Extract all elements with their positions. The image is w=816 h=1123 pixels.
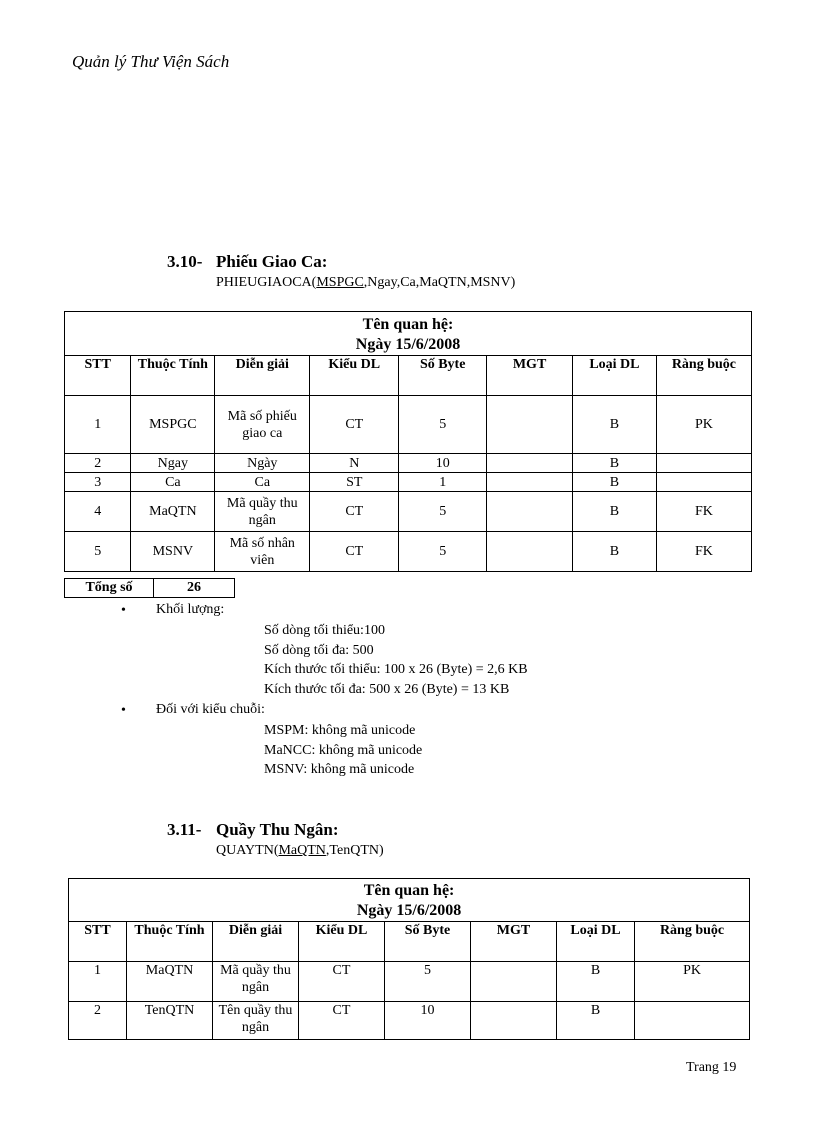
table-header-row [69,922,750,962]
table-cell [487,532,573,572]
table-title: Tên quan hệ: Ngày 15/6/2008 [65,312,752,356]
table-cell: B [573,492,657,532]
table-cell [656,454,751,473]
column-header: Kiểu DL [299,922,385,962]
column-header: Số Byte [399,356,487,396]
table-cell: CT [310,532,399,572]
table-cell [487,492,573,532]
table-cell: PK [635,962,750,1002]
column-header: Diễn giải [215,356,310,396]
table-cell: 4 [65,492,131,532]
table-title: Tên quan hệ: Ngày 15/6/2008 [69,879,750,922]
table-row [65,532,752,572]
table-cell: B [573,454,657,473]
table-header-row [65,356,752,396]
table-cell: Tên quầy thu ngân [213,1002,299,1040]
relation-table [64,311,752,572]
table-cell: 1 [69,962,127,1002]
table-row [69,1002,750,1040]
list-item: MSPM: không mã unicode [264,723,416,738]
table-cell: CT [310,396,399,454]
primary-key: MaQTN [278,843,326,858]
table-cell: Mã số nhân viên [215,532,310,572]
table-cell: CT [299,1002,385,1040]
table-cell: B [557,962,635,1002]
list-item: MSNV: không mã unicode [264,762,415,777]
bullet-heading: Khối lượng: [156,602,225,617]
list-item: Kích thước tối đa: 500 x 26 (Byte) = 13 KB [264,681,510,697]
table-cell: 2 [65,454,131,473]
table-cell: MSNV [131,532,215,572]
table-cell: Ngay [131,454,215,473]
table-cell [487,454,573,473]
table-cell: MaQTN [127,962,213,1002]
table-cell [656,473,751,492]
table-row [65,473,752,492]
column-header: Số Byte [385,922,471,962]
table-cell: B [573,473,657,492]
table-cell: FK [656,532,751,572]
table-row [65,454,752,473]
table-cell: B [557,1002,635,1040]
column-header: STT [65,356,131,396]
relation-schema: QUAYTN(MaQTN,TenQTN) [216,843,384,858]
table-cell: N [310,454,399,473]
total-value: 26 [154,579,235,598]
bullet-icon: • [121,603,126,618]
bullet-sublist [264,721,422,780]
bullet-heading: Đối với kiểu chuỗi: [156,702,265,717]
table-cell [635,1002,750,1040]
table-cell: Mã quầy thu ngân [215,492,310,532]
table-cell: 1 [65,396,131,454]
table-cell: B [573,396,657,454]
table-cell: 1 [399,473,487,492]
table-cell: 10 [399,454,487,473]
table-cell [487,396,573,454]
section-title: Phiếu Giao Ca: [216,252,328,271]
table-cell: Ca [131,473,215,492]
column-header: Kiểu DL [310,356,399,396]
table-cell: TenQTN [127,1002,213,1040]
table-cell: 3 [65,473,131,492]
total-table [64,578,235,598]
table-cell: Ngày [215,454,310,473]
table-cell: 2 [69,1002,127,1040]
column-header: Ràng buộc [635,922,750,962]
page-number: Trang 19 [686,1060,737,1075]
table-cell: CT [310,492,399,532]
section-number: 3.10- [167,252,203,271]
table-cell [471,962,557,1002]
section-title: Quầy Thu Ngân: [216,820,339,839]
primary-key: MSPGC [316,275,364,290]
table-cell: B [573,532,657,572]
bullet-icon: • [121,703,126,718]
table-cell [487,473,573,492]
column-header: Ràng buộc [656,356,751,396]
column-header: STT [69,922,127,962]
table-cell: MaQTN [131,492,215,532]
column-header: MGT [471,922,557,962]
column-header: Loại DL [573,356,657,396]
table-cell: 5 [385,962,471,1002]
table-row [65,396,752,454]
table-cell: Ca [215,473,310,492]
relation-schema: PHIEUGIAOCA(MSPGC,Ngay,Ca,MaQTN,MSNV) [216,275,516,290]
column-header: Thuộc Tính [131,356,215,396]
column-header: MGT [487,356,573,396]
table-cell: 5 [65,532,131,572]
document-header: Quản lý Thư Viện Sách [72,52,230,71]
section-number: 3.11- [167,820,202,839]
column-header: Thuộc Tính [127,922,213,962]
table-cell: FK [656,492,751,532]
table-row [69,962,750,1002]
bullet-sublist [264,621,528,699]
table-row [65,492,752,532]
table-cell: MSPGC [131,396,215,454]
table-cell: 10 [385,1002,471,1040]
list-item: Kích thước tối thiểu: 100 x 26 (Byte) = 2,6 KB [264,662,528,677]
list-item: MaNCC: không mã unicode [264,742,423,758]
table-cell: PK [656,396,751,454]
relation-table [68,878,750,1040]
list-item: Số dòng tối đa: 500 [264,642,374,658]
total-label: Tổng số [65,579,154,598]
table-cell: ST [310,473,399,492]
table-cell: Mã quầy thu ngân [213,962,299,1002]
table-cell [471,1002,557,1040]
table-cell: 5 [399,396,487,454]
column-header: Loại DL [557,922,635,962]
table-cell: Mã số phiếu giao ca [215,396,310,454]
table-cell: 5 [399,492,487,532]
column-header: Diễn giải [213,922,299,962]
list-item: Số dòng tối thiểu:100 [264,623,385,638]
table-cell: 5 [399,532,487,572]
table-cell: CT [299,962,385,1002]
